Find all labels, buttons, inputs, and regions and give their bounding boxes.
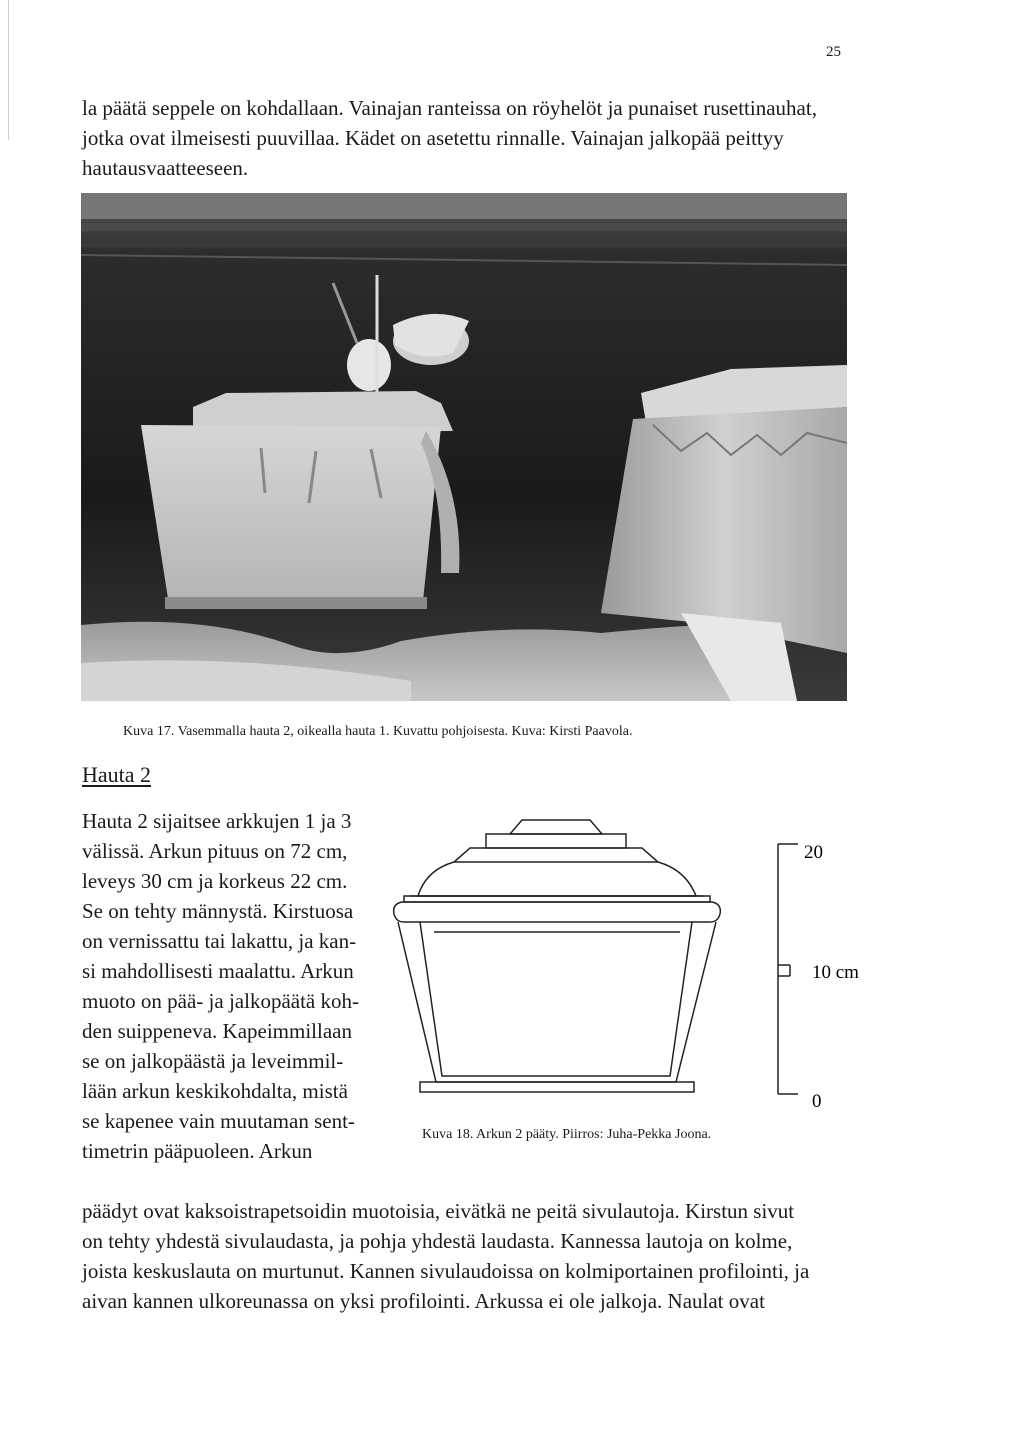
text-line: den suippeneva. Kapeimmillaan — [82, 1019, 352, 1043]
text-line: se kapenee vain muutaman sent- — [82, 1109, 355, 1133]
text-line: muoto on pää- ja jalkopäätä koh- — [82, 989, 359, 1013]
text-line: on tehty yhdestä sivulaudasta, ja pohja yhdestä laudasta. Kannessa lautoja on kolme, — [82, 1229, 793, 1253]
text-line: on vernissattu tai lakattu, ja kan- — [82, 929, 357, 953]
text-line: la päätä seppele on kohdallaan. Vainajan ranteissa on röyhelöt ja punaiset rusettinauhat, — [82, 96, 817, 120]
coffin-end-drawing — [380, 810, 880, 1130]
figure-17-caption: Kuva 17. Vasemmalla hauta 2, oikealla hauta 1. Kuvattu pohjoisesta. Kuva: Kirsti Paavola. — [123, 724, 633, 739]
text-line: välissä. Arkun pituus on 72 cm, — [82, 839, 348, 863]
text-line: Hauta 2 sijaitsee arkkujen 1 ja 3 — [82, 809, 352, 833]
text-line: si mahdollisesti maalattu. Arkun — [82, 959, 354, 983]
text-line: aivan kannen ulkoreunassa on yksi profilointi. Arkussa ei ole jalkoja. Naulat ovat — [82, 1289, 765, 1313]
text-line: Se on tehty männystä. Kirstuosa — [82, 899, 354, 923]
paragraph-bottom — [82, 1196, 848, 1316]
page-number: 25 — [826, 44, 841, 60]
text-line: jotka ovat ilmeisesti puuvillaa. Kädet on asetettu rinnalle. Vainajan jalkopää peittyy — [82, 126, 784, 150]
scan-margin-line — [8, 0, 9, 140]
text-line: hautausvaatteeseen. — [82, 156, 249, 180]
paragraph-side — [82, 806, 374, 1166]
scale-label-top: 20 — [804, 842, 823, 863]
text-line: se on jalkopäästä ja leveimmil- — [82, 1049, 344, 1073]
paragraph-top — [82, 93, 848, 183]
text-line: leveys 30 cm ja korkeus 22 cm. — [82, 869, 348, 893]
text-line: lään arkun keskikohdalta, mistä — [82, 1079, 348, 1103]
figure-18-caption: Kuva 18. Arkun 2 pääty. Piirros: Juha-Pekka Joona. — [422, 1127, 712, 1142]
text-line: timetrin pääpuoleen. Arkun — [82, 1139, 313, 1163]
text-line: päädyt ovat kaksoistrapetsoidin muotoisia, eivätkä ne peitä sivulautoja. Kirstun sivut — [82, 1199, 795, 1223]
scale-label-bottom: 0 — [812, 1091, 822, 1112]
scale-label-middle: 10 cm — [812, 962, 859, 983]
text-line: joista keskuslauta on murtunut. Kannen sivulaudoissa on kolmiportainen profilointi, ja — [82, 1259, 810, 1283]
photo-coffins — [81, 193, 847, 701]
section-heading: Hauta 2 — [82, 762, 152, 787]
